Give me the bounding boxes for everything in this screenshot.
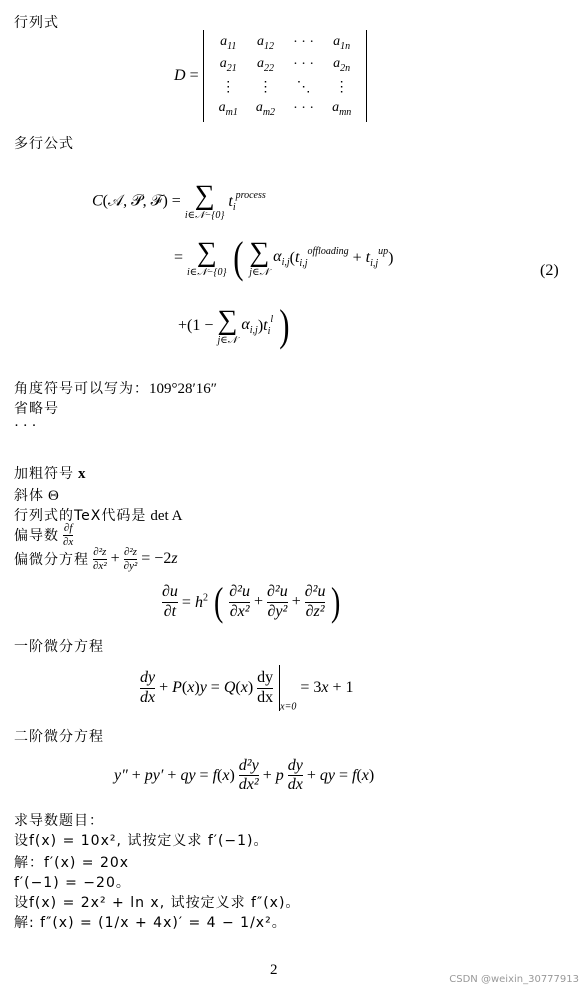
partial-fraction: $\frac{\partial f}{\partial x}$ — [63, 522, 74, 548]
exercise-heading: 求导数题目： — [14, 813, 104, 829]
ellipsis-text: · · · — [14, 418, 37, 434]
first-order-equation: $\frac{dy}{dx}$ + P(x)y = Q(x) $\frac{dy}{dx}$ $_{x=0}$ = 3x + 1 — [140, 665, 354, 713]
italic-line — [14, 485, 59, 505]
watermark: CSDN @weixin_30777913 — [449, 974, 579, 985]
angle-value: 109°28′16″ — [149, 381, 218, 397]
exercise-2: 设f(x) = 2x² + ln x, 试按定义求 f″(x)。 — [14, 895, 301, 911]
italic-symbol: Θ — [48, 488, 59, 504]
partial-text: 偏导数 — [14, 528, 59, 545]
equation-number: (2) — [540, 262, 559, 279]
second-order-equation: y″ + py′ + qy = f(x) $\frac{\text{d²y}}{\text{dx²}}$ + p $\frac{dy}{dx}$ + qy = f(x) — [114, 757, 375, 794]
angle-text: 角度符号可以写为： — [14, 381, 149, 397]
matrix: $a_{11}$ $a_{12}$ · · · $a_{1n}$ $a_{21}$ $a_{22}$ · · · $a_{2n}$ ⋮ ⋮ ⋱ ⋮ $a_{m1}$ $a_{m2}$ · · · $a_{mn}$ — [203, 30, 368, 122]
page-number: 2 — [270, 962, 278, 978]
pde-text: 偏微分方程 — [14, 552, 89, 569]
cost-equation-line-3: +(1 − ∑ j∈𝒩 $\alpha_{i,j})t_i^l$ ) — [178, 301, 290, 350]
exercise-1: 设f(x) = 10x², 试按定义求 f′(−1)。 — [14, 833, 269, 849]
determinant-matrix-equation: D = $a_{11}$ $a_{12}$ · · · $a_{1n}$ $a_{21}$ $a_{22}$ · · · $a_{2n}$ ⋮ ⋮ ⋱ ⋮ $a_{m1}$ $a_{m2}$ · · · $a_{mn}$ — [174, 30, 367, 122]
cost-equation-line-1: C(𝒜, 𝒫, ℱ) = ∑ i∈𝒩−{0} $t_i^{process}$ — [92, 180, 266, 221]
bold-text: 加粗符号 — [14, 466, 74, 482]
first-order-heading: 一阶微分方程 — [14, 639, 104, 655]
pde-line: 偏微分方程 $\frac{\text{∂²z}}{\text{∂x²}}$ + $\frac{\text{∂²z}}{\text{∂y²}}$ = −2z — [14, 546, 178, 572]
bold-symbol: x — [78, 466, 86, 482]
exercise-1-solution-2: f′(−1) = −20。 — [14, 875, 131, 891]
multiline-heading: 多行公式 — [14, 136, 74, 152]
exercise-2-solution: 解: f″(x) = (1/x + 4x)′ = 4 − 1/x²。 — [14, 915, 287, 931]
bold-line — [14, 463, 86, 483]
determinant-heading: 行列式 — [14, 15, 59, 31]
exercise-1-solution-1: 解：f′(x) = 20x — [14, 855, 130, 871]
ellipsis-heading: 省略号 — [14, 401, 59, 417]
partial-line — [14, 522, 73, 548]
angle-line — [14, 378, 217, 398]
heat-equation: $\frac{\partial u}{\partial t}$ = $h^2$ ( $\frac{\text{∂²u}}{\text{∂x²}}$ + $\frac{\text{∂²u}}{\text{∂y²}}$ + $\frac{\text{∂²u}}{\text{∂z²}}$ ) — [162, 579, 341, 624]
det-text: 行列式的TeX代码是 — [14, 508, 147, 524]
second-order-heading: 二阶微分方程 — [14, 729, 104, 745]
cost-equation-line-2: = ∑ i∈𝒩−{0} ( ∑ j∈𝒩 $\alpha_{i,j}(t_{i,j}^{offloading} + t_{i,j}^{up})$ — [174, 233, 394, 282]
italic-text: 斜体 — [14, 488, 44, 504]
det-code: det A — [150, 508, 183, 524]
